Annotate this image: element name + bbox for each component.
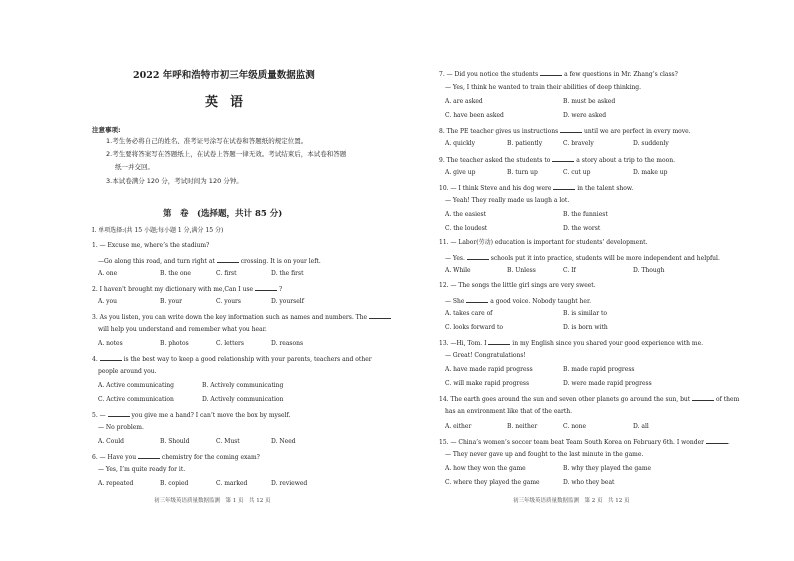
- option: A. takes care of: [445, 310, 493, 317]
- question-11-reply: — Yes. schools put it into practice, students will be more independent and helpful.: [445, 255, 720, 262]
- answer-blank: [217, 256, 239, 263]
- answer-blank: [488, 338, 510, 345]
- option: D. make up: [633, 169, 668, 176]
- option: A. how they won the game: [445, 465, 526, 472]
- option: D. reviewed: [271, 480, 308, 487]
- option: D. Actively communication: [202, 396, 284, 403]
- option: D. yourself: [271, 298, 304, 305]
- option: C. the loudest: [445, 225, 488, 232]
- option: C. Must: [216, 438, 240, 445]
- option: B. turn up: [507, 169, 538, 176]
- option: C. have been asked: [445, 112, 504, 119]
- option: D. all: [633, 423, 649, 430]
- right-page: [397, 0, 794, 561]
- question-6-reply: — Yes, I’m quite ready for it.: [98, 466, 186, 473]
- option: D. who they beat: [563, 479, 615, 486]
- answer-blank: [467, 253, 489, 260]
- answer-blank: [369, 312, 391, 319]
- answer-blank: [138, 452, 160, 459]
- question-10: 10. — I think Steve and his dog were in the talent show.: [439, 185, 634, 192]
- answer-blank: [540, 69, 562, 76]
- question-3: 3. As you listen, you can write down the key information such as names and numbers. The: [92, 312, 391, 322]
- question-4: 4. is the best way to keep a good relationship with your parents, teachers and other: [92, 356, 372, 363]
- option: C. cut up: [563, 169, 591, 176]
- option: B. why they played the game: [563, 465, 652, 472]
- option: C. where they played the game: [445, 479, 540, 486]
- option: B. your: [160, 298, 182, 305]
- option: C. looks forward to: [445, 324, 504, 331]
- notice-item: 1.考生务必将自己的姓名、准考证号涂写在试卷和答题纸的规定位置。: [106, 137, 308, 145]
- answer-blank: [552, 155, 574, 162]
- option: C. bravely: [563, 140, 594, 147]
- question-15-reply: — They never gave up and fought to the last minute in the game.: [445, 451, 644, 458]
- option: B. Unless: [507, 267, 536, 274]
- option: D. Though: [633, 267, 665, 274]
- page-footer: 初三年级英语质量数据监测 第 2 页 共 12 页: [513, 498, 630, 504]
- section-title: 第 卷 (选择题，共计 85 分): [163, 209, 283, 219]
- option: A. either: [445, 423, 472, 430]
- question-6: 6. — Have you chemistry for the coming exam?: [92, 454, 260, 461]
- option: A. one: [98, 270, 118, 277]
- option: B. patiently: [507, 140, 543, 147]
- option: B. Should: [160, 438, 190, 445]
- notice-item: 3.本试卷满分 120 分，考试时间为 120 分钟。: [106, 177, 243, 185]
- answer-blank: [692, 394, 714, 401]
- page-footer: 初三年级英语质量数据监测 第 1 页 共 12 页: [154, 498, 271, 504]
- notice-item: 纸一并交回。: [115, 163, 154, 171]
- option: A. are asked: [445, 98, 483, 105]
- option: C. yours: [216, 298, 242, 305]
- question-7: 7. — Did you notice the students a few questions in Mr. Zhang’s class?: [439, 71, 678, 78]
- option: A. Active communicating: [98, 382, 174, 389]
- option: A. Could: [98, 438, 124, 445]
- question-8: 8. The PE teacher gives us instructions until we are perfect in every move.: [439, 128, 691, 135]
- option: A. give up: [445, 169, 476, 176]
- option: C. will make rapid progress: [445, 380, 530, 387]
- question-11: 11. — Labor(劳动) education is important for students’ development.: [439, 239, 648, 246]
- option: A. While: [445, 267, 471, 274]
- option: A. the easiest: [445, 211, 487, 218]
- question-14-line: has an environment like that of the earth.: [445, 408, 573, 415]
- option: D. were made rapid progress: [563, 380, 652, 387]
- option: D. the worst: [563, 225, 601, 232]
- question-5: 5. — you give me a hand? I can’t move the box by myself.: [92, 412, 291, 419]
- option: B. photos: [160, 340, 189, 347]
- answer-blank: [466, 296, 488, 303]
- part-title: I. 单项选择:(共 15 小题;每小题 1 分,满分 15 分): [92, 227, 224, 234]
- subject-title: 英语: [205, 95, 256, 110]
- option: B. the one: [160, 270, 191, 277]
- option: C. Active communication: [98, 396, 174, 403]
- question-2: 2. I haven't brought my dictionary with me,Can I use ?: [92, 286, 283, 293]
- exam-title: 2022 年呼和浩特市初三年级质量数据监测: [133, 70, 315, 81]
- question-3-line: will help you understand and remember what you hear.: [98, 326, 267, 333]
- question-1: 1. — Excuse me, where’s the stadium?: [92, 242, 210, 249]
- option: B. neither: [507, 423, 538, 430]
- question-12: 12. — The songs the little girl sings are very sweet.: [439, 282, 596, 289]
- answer-blank: [553, 183, 575, 190]
- question-7-reply: — Yes, I think he wanted to train their abilities of deep thinking.: [445, 84, 641, 91]
- answer-blank: [560, 126, 582, 133]
- option: C. If: [563, 267, 576, 274]
- answer-blank: [255, 284, 277, 291]
- answer-blank: [706, 437, 728, 444]
- option: D. suddenly: [633, 140, 669, 147]
- option: B. the funniest: [563, 211, 608, 218]
- question-13: 13. —Hi, Tom. I in my English since you shared your good experience with me.: [439, 340, 704, 347]
- option: B. copied: [160, 480, 189, 487]
- option: C. none: [563, 423, 587, 430]
- question-12-reply: — She a good voice. Nobody taught her.: [445, 298, 592, 305]
- option: B. Actively communicating: [202, 382, 284, 389]
- option: D. is born with: [563, 324, 608, 331]
- option: D. Need: [271, 438, 296, 445]
- question-15: 15. — China’s women’s soccer team beat Team South Korea on February 6th. I wonder .: [439, 439, 730, 446]
- notice-heading: 注意事项:: [92, 126, 121, 134]
- option: A. have made rapid progress: [445, 366, 533, 373]
- option: B. is similar to: [563, 310, 608, 317]
- option: C. marked: [216, 480, 248, 487]
- option: A. notes: [98, 340, 123, 347]
- option: A. repeated: [98, 480, 134, 487]
- option: B. must be asked: [563, 98, 616, 105]
- question-10-reply: — Yeah! They really made us laugh a lot.: [445, 197, 570, 204]
- question-13-reply: — Great! Congratulations!: [445, 352, 526, 359]
- option: C. letters: [216, 340, 244, 347]
- option: A. you: [98, 298, 118, 305]
- question-1-line: —Go along this road, and turn right at crossing. It is on your left.: [98, 258, 321, 265]
- notice-item: 2.考生要将答案写在答题纸上，在试卷上答题一律无效。考试结束后，本试卷和答题: [106, 150, 347, 158]
- question-4-line: people around you.: [98, 368, 157, 375]
- question-9: 9. The teacher asked the students to a story about a trip to the moon.: [439, 157, 675, 164]
- answer-blank: [100, 354, 122, 361]
- question-14: 14. The earth goes around the sun and seven other planets go around the sun, but of them: [439, 396, 740, 403]
- option: D. the first: [271, 270, 304, 277]
- question-5-reply: — No problem.: [98, 424, 144, 431]
- option: D. were asked: [563, 112, 607, 119]
- option: C. first: [216, 270, 237, 277]
- option: D. reasons: [271, 340, 304, 347]
- option: A. quickly: [445, 140, 476, 147]
- option: B. made rapid progress: [563, 366, 635, 373]
- answer-blank: [108, 410, 130, 417]
